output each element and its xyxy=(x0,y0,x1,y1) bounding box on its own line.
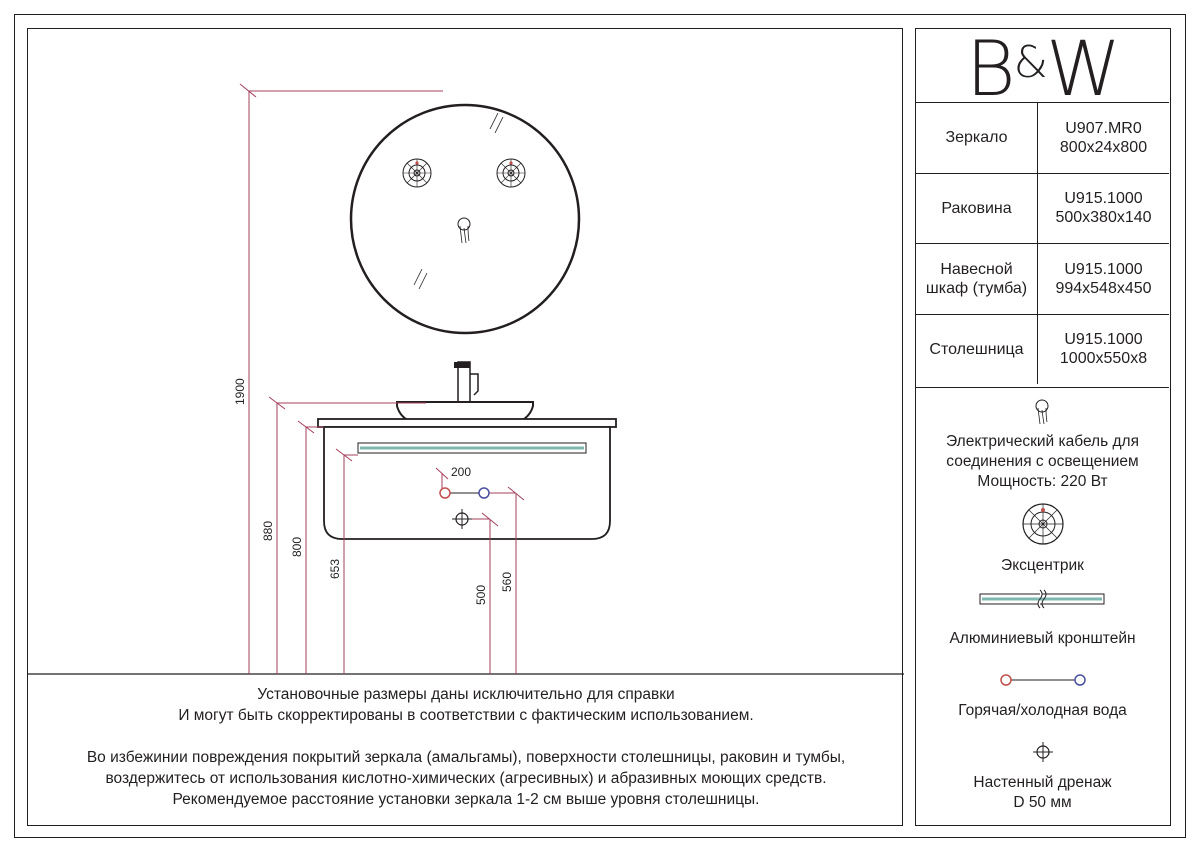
spec-value xyxy=(1038,103,1170,174)
cable-power-label: Мощность: 220 Вт xyxy=(977,473,1108,490)
spec-value xyxy=(1038,244,1170,315)
eccentric-icon-left xyxy=(403,159,431,187)
bracket-legend-icon xyxy=(980,590,1104,608)
note-line-5: Рекомендуемое расстояние установки зеркала 1-2 см выше уровня столешницы. xyxy=(172,791,760,808)
drawing-area xyxy=(27,28,903,826)
eccentric-legend-icon xyxy=(1023,504,1063,544)
cable-legend-icon xyxy=(1036,400,1048,424)
spec-row-countertop xyxy=(916,314,1169,384)
countertop xyxy=(318,419,616,427)
round-mirror xyxy=(351,105,579,333)
dim-880: 880 xyxy=(261,520,275,541)
spec-size: 1000x550x8 xyxy=(1059,350,1148,368)
hot-water-icon xyxy=(440,488,450,498)
note-line-3: Во избежинии повреждения покрытий зеркала (амальгамы), поверхности столешницы, раковин и тумбы, xyxy=(86,749,846,766)
spec-value xyxy=(1038,173,1170,244)
brand-letter-w: W xyxy=(1045,24,1120,113)
dim-653: 653 xyxy=(328,558,342,579)
drain-label-2: D 50 мм xyxy=(1013,794,1072,811)
spec-code: U915.1000 xyxy=(1064,260,1143,278)
spec-size: 800x24x800 xyxy=(1059,138,1148,156)
cable-icon xyxy=(458,218,470,243)
dim-1900: 1900 xyxy=(233,378,247,405)
dim-800: 800 xyxy=(290,536,304,557)
spec-table xyxy=(916,102,1169,384)
drain-legend-icon xyxy=(1033,742,1053,762)
eccentric-icon-right xyxy=(497,159,525,187)
spec-size: 994x548x450 xyxy=(1055,279,1152,297)
legend-symbols xyxy=(916,387,1169,811)
spec-row-cabinet xyxy=(916,244,1169,315)
dim-500: 500 xyxy=(474,584,488,605)
cable-label-1: Электрический кабель для xyxy=(946,433,1139,450)
spec-code: U907.MR0 xyxy=(1065,119,1142,137)
dim-560: 560 xyxy=(500,571,514,592)
legend-panel xyxy=(915,24,1171,826)
note-line-2: И могут быть скорректированы в соответствии с фактическим использованием. xyxy=(178,707,754,724)
spec-name: Зеркало xyxy=(916,103,1038,174)
spec-code: U915.1000 xyxy=(1064,190,1143,208)
cold-water-icon xyxy=(479,488,489,498)
brand-letter-b: B xyxy=(965,24,1014,113)
faucet xyxy=(454,362,478,402)
dim-200: 200 xyxy=(451,465,472,479)
note-line-4: воздержитесь от использования кислотно-химических (агресивных) и абразивных моющих средств. xyxy=(105,770,827,787)
spec-row-sink xyxy=(916,173,1169,244)
spec-name: Столешница xyxy=(916,314,1038,384)
bracket-label: Алюминиевый кронштейн xyxy=(949,630,1136,647)
spec-value xyxy=(1038,314,1170,384)
spec-size: 500x380x140 xyxy=(1055,209,1152,227)
brand-logo xyxy=(916,24,1169,113)
drain-label-1: Настенный дренаж xyxy=(973,774,1112,791)
aluminum-bracket xyxy=(358,443,586,453)
spec-name: Раковина xyxy=(916,173,1038,244)
note-line-1: Установочные размеры даны исключительно для справки xyxy=(257,686,675,703)
brand-ampersand: & xyxy=(1013,37,1046,88)
spec-code: U915.1000 xyxy=(1064,331,1143,349)
water-label: Горячая/холодная вода xyxy=(958,702,1127,719)
cable-label-2: соединения с освещением xyxy=(946,453,1139,470)
eccentric-label: Эксцентрик xyxy=(1001,557,1084,574)
spec-name: Навесной шкаф (тумба) xyxy=(916,244,1038,315)
spec-row-mirror xyxy=(916,103,1169,174)
water-legend-icon xyxy=(1001,675,1085,685)
